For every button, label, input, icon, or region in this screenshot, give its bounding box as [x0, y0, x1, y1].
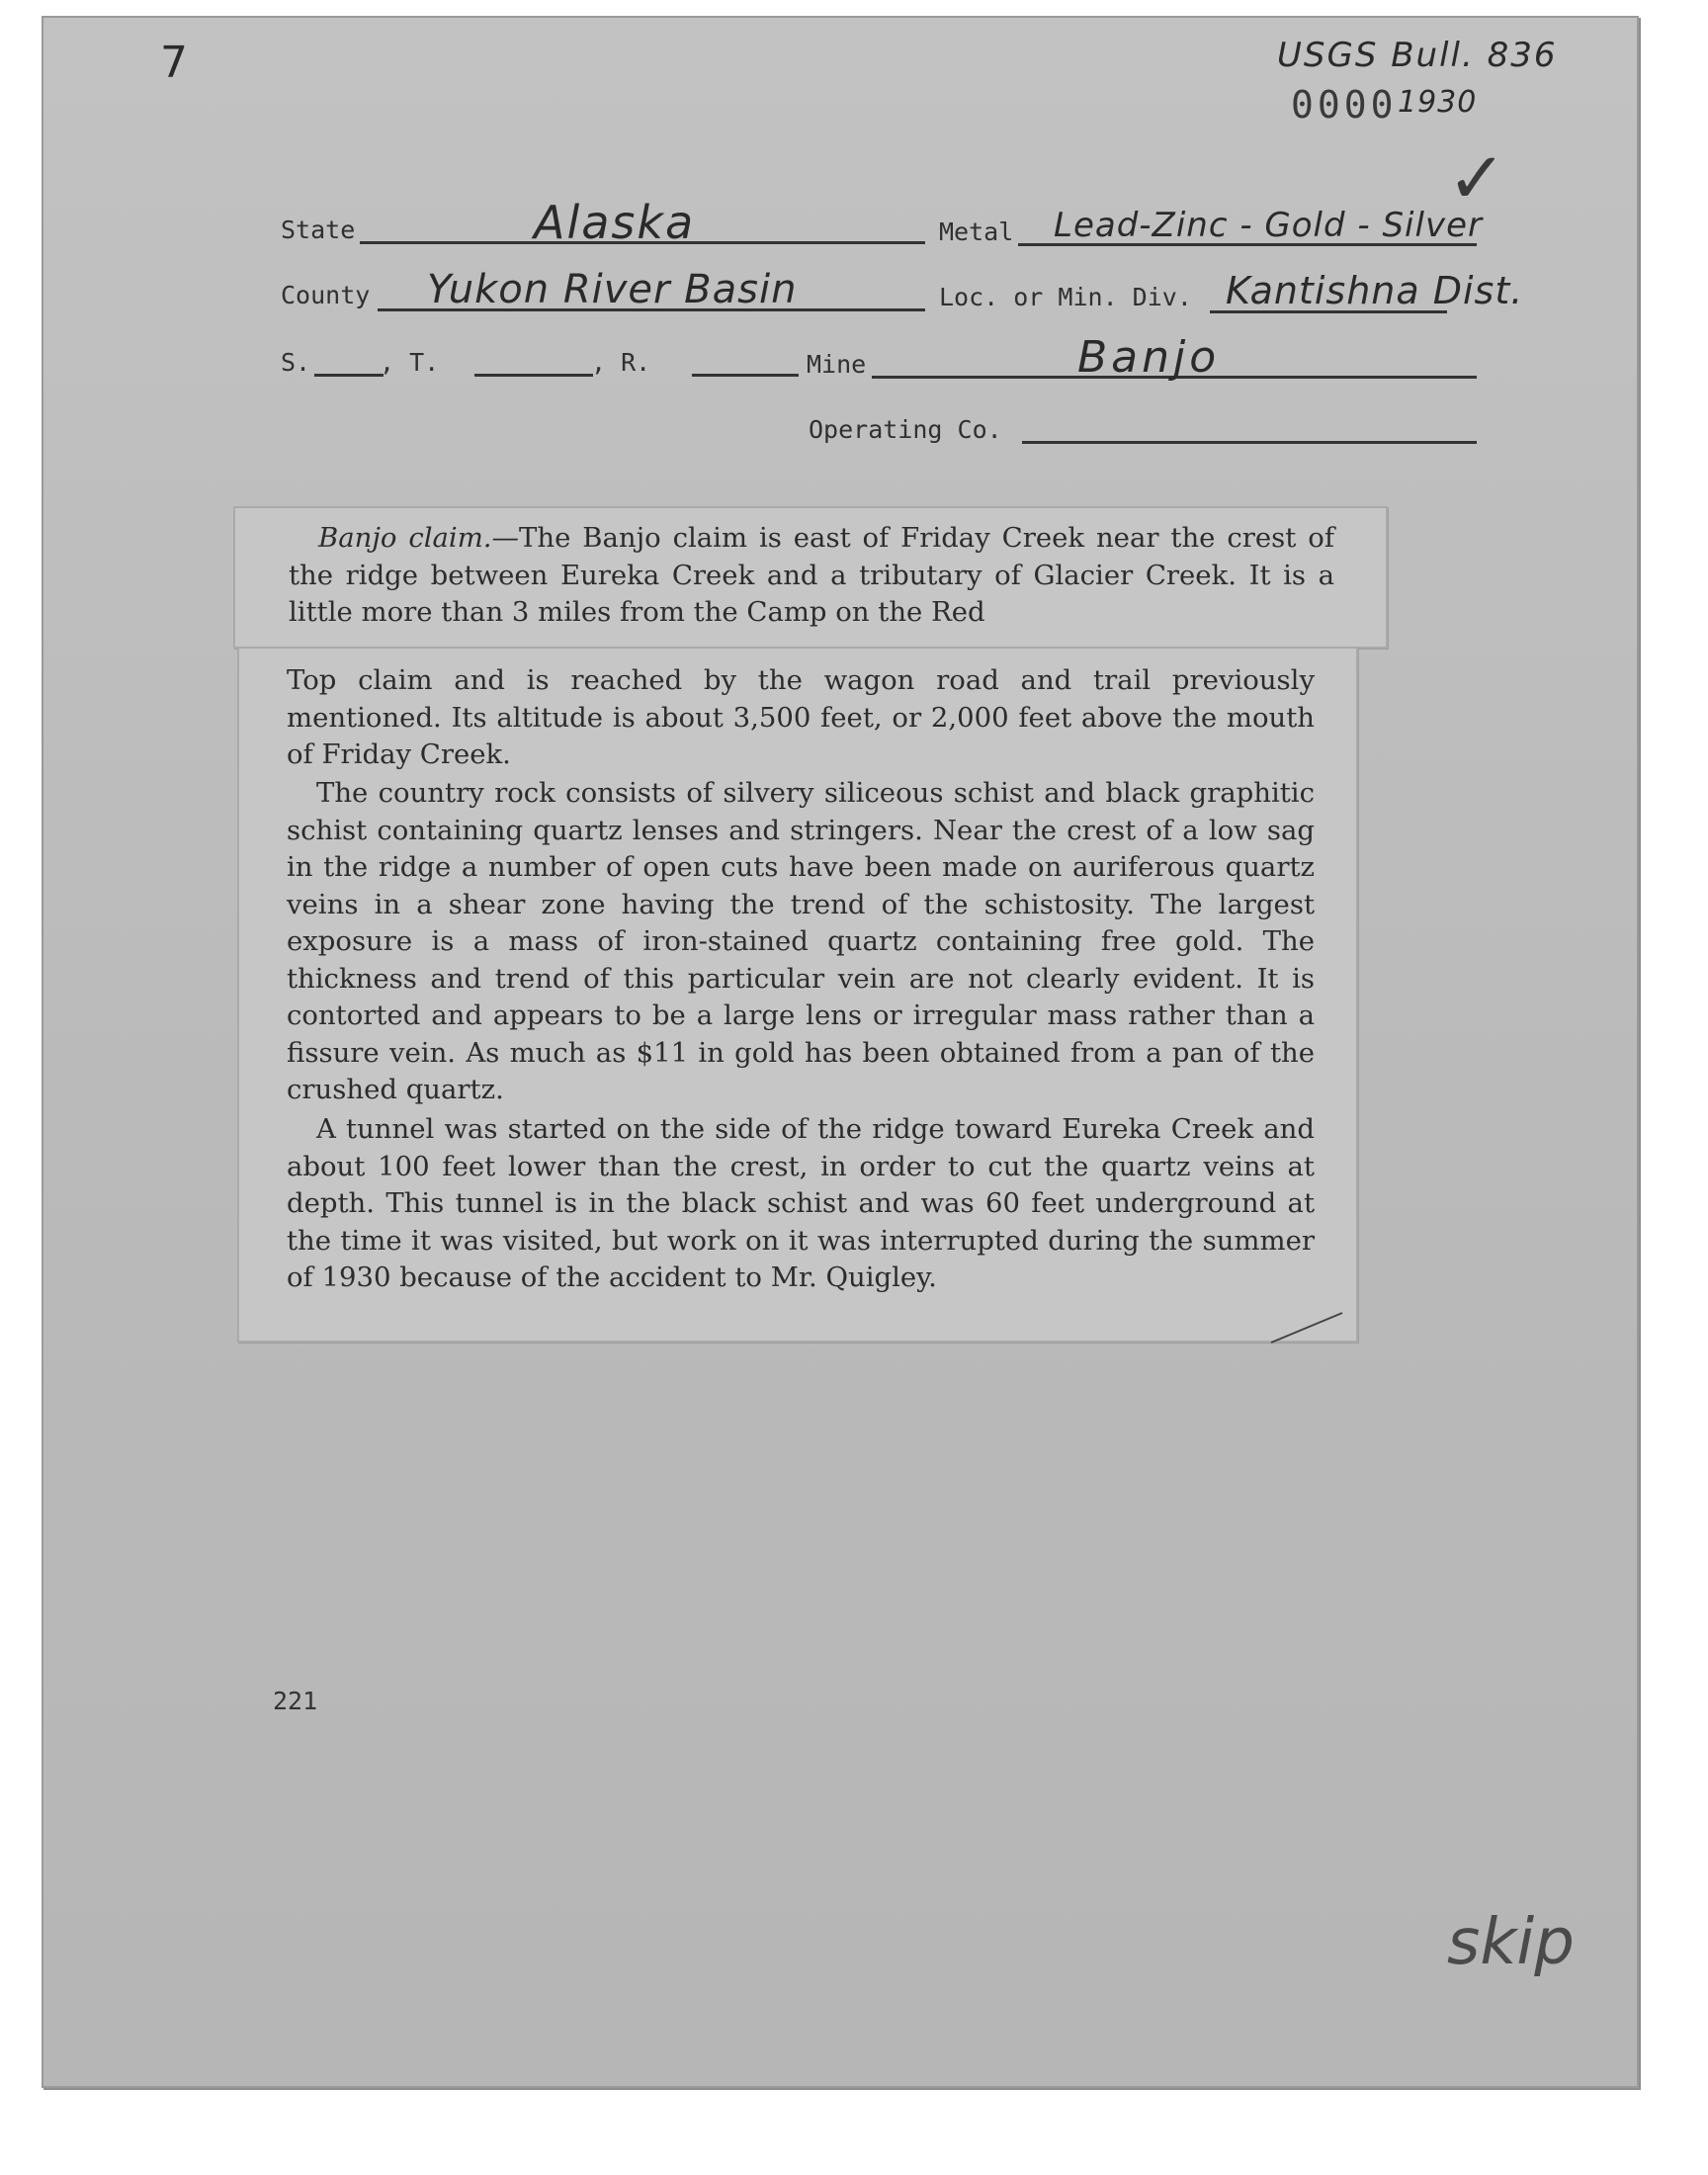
clipping-paragraph-1a [289, 520, 1334, 632]
t-line [474, 374, 593, 377]
mine-value: Banjo [1077, 332, 1221, 383]
clipping-top [233, 506, 1388, 649]
document-sheet [42, 16, 1639, 2088]
mine-label: Mine [807, 350, 867, 379]
s-label: S. [281, 348, 311, 377]
clipping-p1-part1: —The Banjo claim is east of Friday Creek near the crest of the ridge between Eureka Creek and a tributary of Glacier Creek. It is a little more than 3 miles from the Camp on the Red [289, 522, 1334, 628]
footer-note: skip [1447, 1906, 1575, 1979]
loc-value: Kantishna Dist. [1226, 269, 1524, 312]
operating-line [1022, 441, 1477, 444]
clipping-bottom [237, 647, 1358, 1343]
page-number: 221 [273, 1687, 318, 1715]
corner-number: 7 [160, 38, 190, 88]
clipping-paragraph-3: A tunnel was started on the side of the ridge toward Eureka Creek and about 100 feet lower than the crest, in order to cut the quartz veins at depth. This tunnel is in the black schist and was 60 feet underground at the time it was visited, but work on it was interrupted during the summer of 1930 because of the accident to Mr. Quigley. [287, 1113, 1315, 1293]
metal-label: Metal [939, 218, 1014, 246]
county-value: Yukon River Basin [427, 267, 798, 312]
stamp-handwritten: 1930 [1398, 85, 1478, 120]
r-line [692, 374, 799, 377]
loc-label: Loc. or Min. Div. [939, 283, 1192, 311]
stamp-number: 0000 [1291, 83, 1398, 127]
clipping-p1-part2: Top claim and is reached by the wagon road and trail previously mentioned. Its altitude is about 3,500 feet, or 2,000 feet above the mouth of Friday Creek. [287, 664, 1315, 770]
pencil-stroke-icon [1267, 1309, 1346, 1348]
state-label: State [281, 216, 356, 244]
state-value: Alaska [534, 196, 696, 249]
r-label: , R. [591, 348, 651, 377]
reference-note: USGS Bull. 836 [1277, 36, 1558, 75]
clipping-heading: Banjo claim. [318, 522, 492, 554]
operating-label: Operating Co. [809, 415, 1002, 444]
county-label: County [281, 281, 371, 309]
check-mark-icon: ✓ [1447, 136, 1509, 219]
metal-value: Lead-Zinc - Gold - Silver [1054, 206, 1483, 245]
s-line [314, 374, 384, 377]
t-label: , T. [380, 348, 440, 377]
clipping-paragraph-2: The country rock consists of silvery siliceous schist and black graphitic schist containing quartz lenses and stringers. Near the crest of a low sag in the ridge a number of open cuts have been made on auriferous quartz veins in a shear zone having the trend of the schistosity. The largest exposure is a mass of iron-stained quartz containing free gold. The thickness and trend of this particular vein are not clearly evident. It is contorted and appears to be a large lens or irregular mass rather than a fissure vein. As much as $11 in gold has been obtained from a pan of the crushed quartz. [287, 777, 1315, 1105]
